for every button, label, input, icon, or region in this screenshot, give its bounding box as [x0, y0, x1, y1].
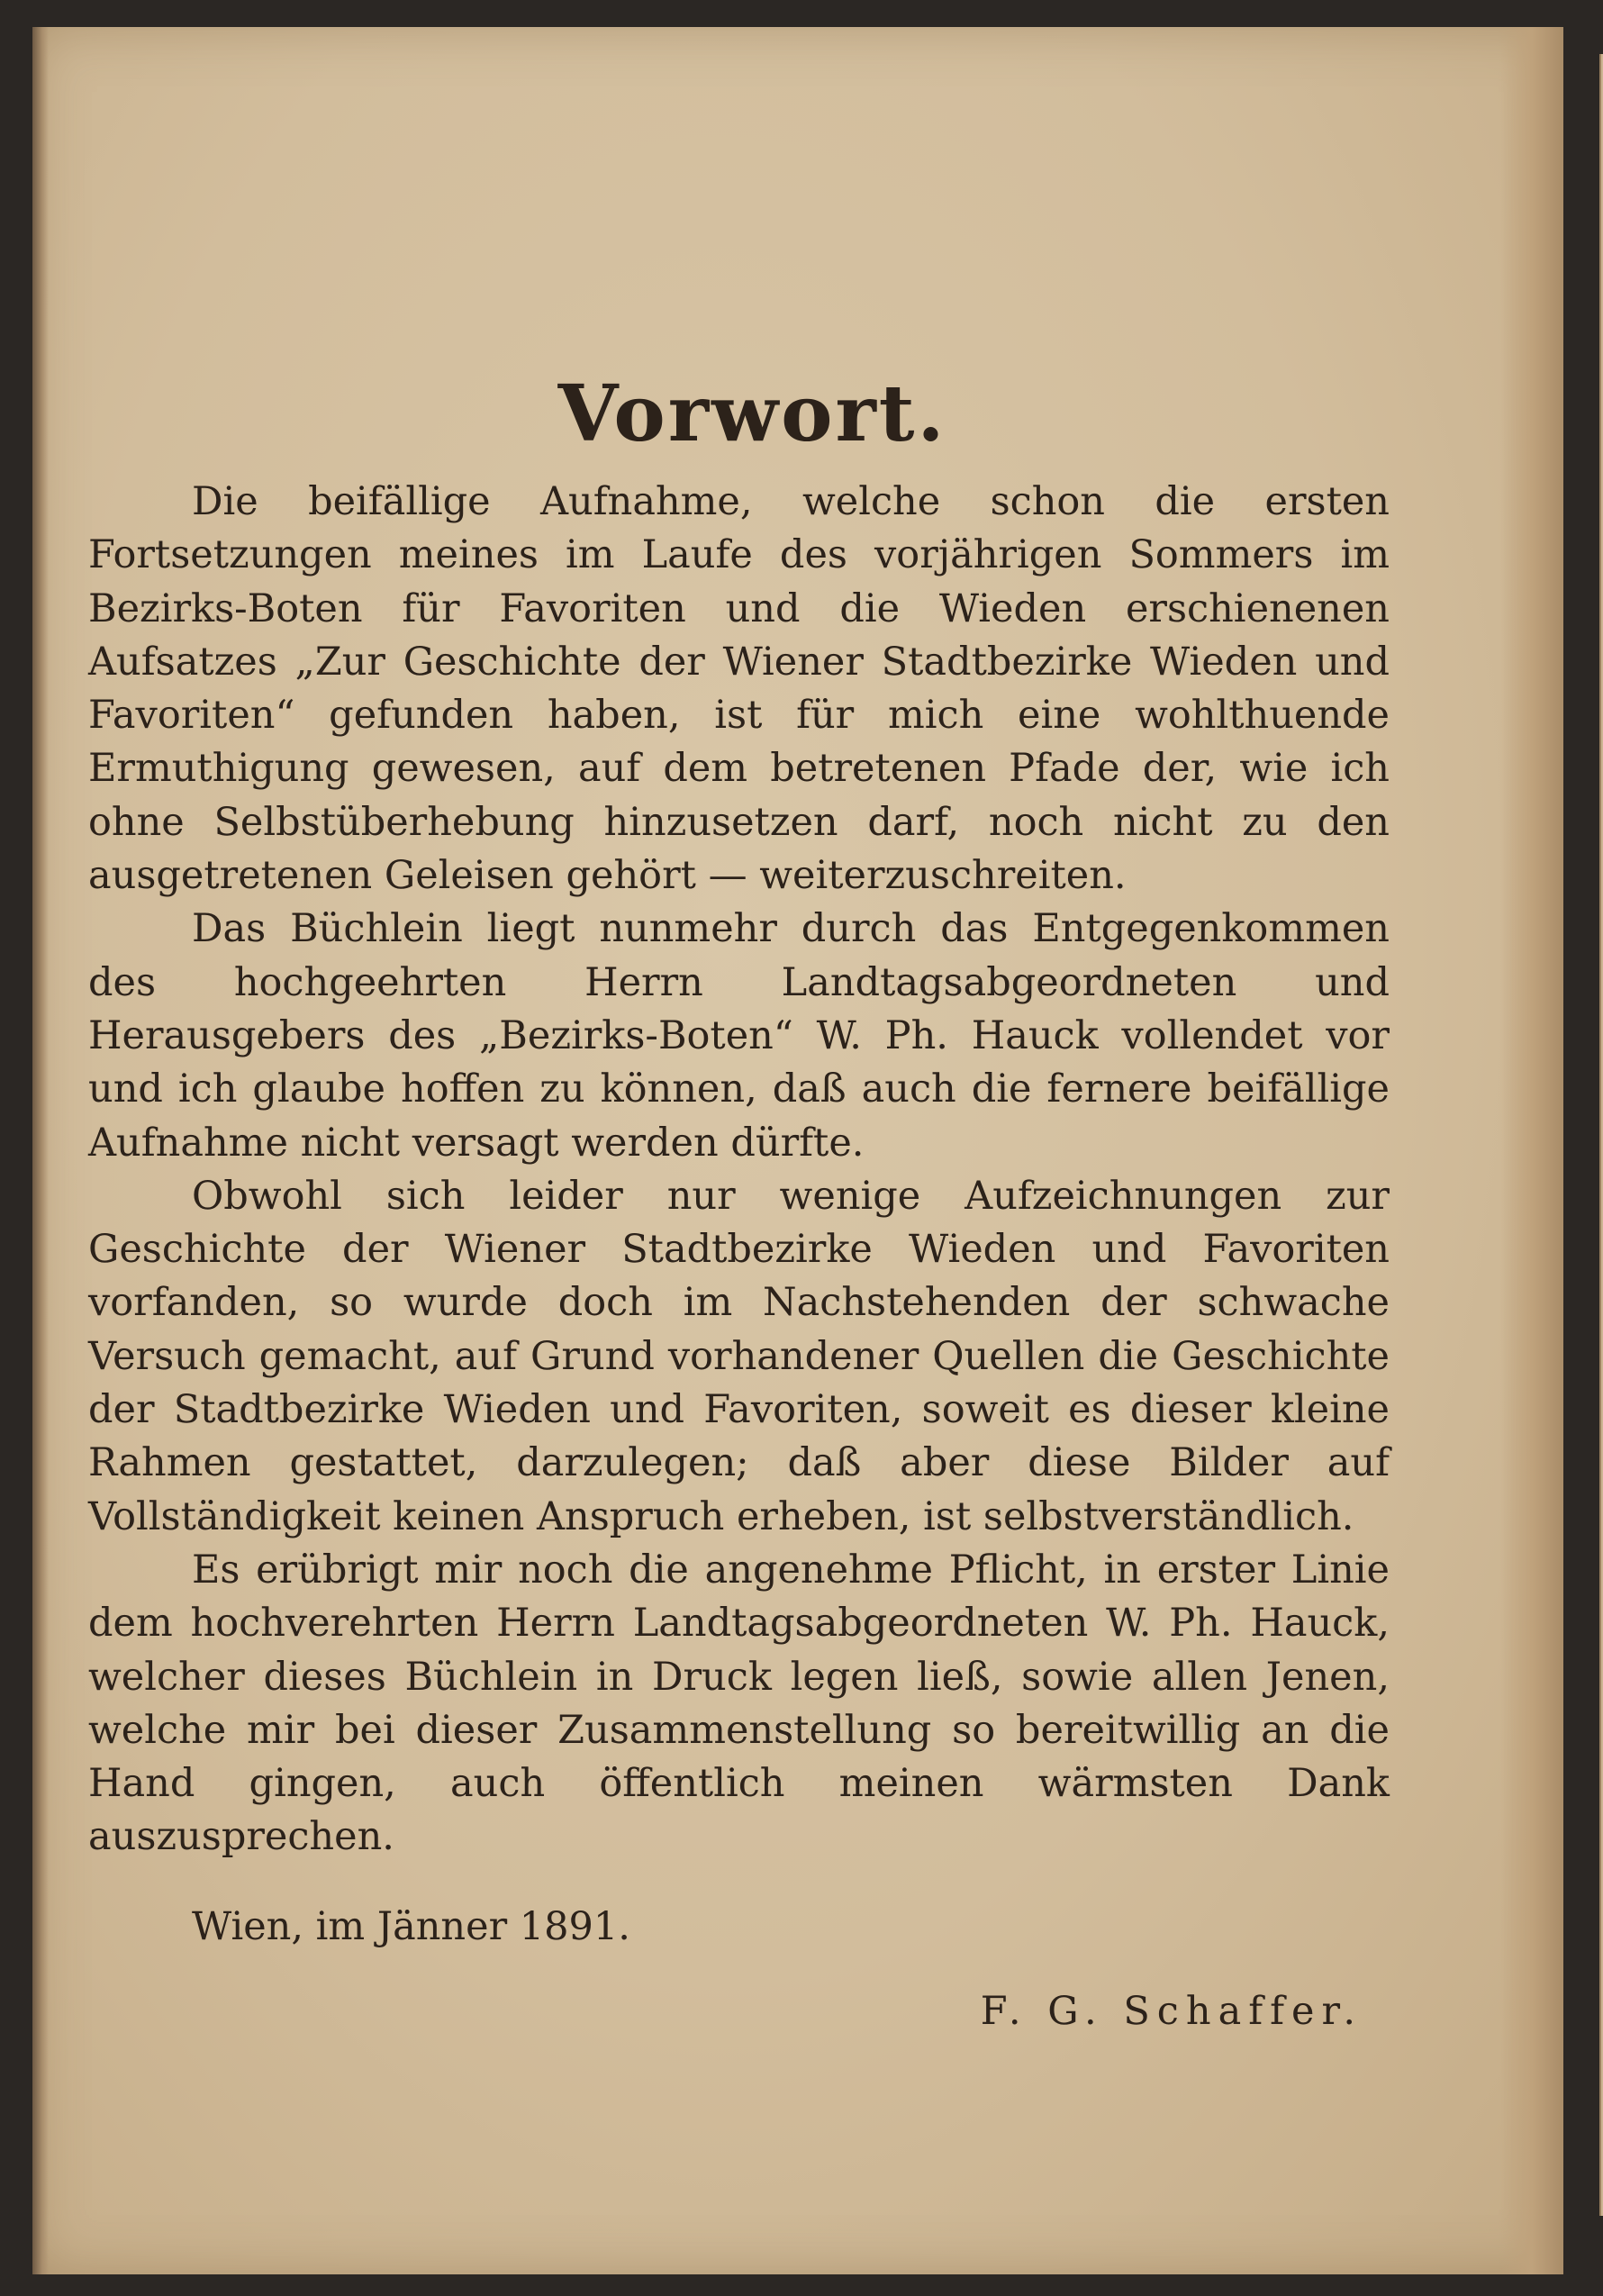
- paragraph-3: Obwohl sich leider nur wenige Aufzeichnungen zur Geschichte der Wiener Stadtbezirke Wieden und Favoriten vorfanden, so wurde doch im Nachstehenden der schwache Versuch gemacht, auf Grund vorhandener Quellen die Geschichte der Stadtbezirke Wieden und Favoriten, soweit es dieser kleine Rahmen gestattet, darzulegen; daß aber diese Bilder auf Vollständigkeit keinen Anspruch erheben, ist selbstverständlich.: [88, 1173, 1390, 1539]
- preface-text: [88, 369, 1390, 2038]
- date-line: Wien, im Jänner 1891.: [192, 1903, 630, 1949]
- book-page: [32, 27, 1563, 2274]
- page-right-edge: [1500, 27, 1563, 2274]
- author-signature: F. G. Schaffer.: [980, 1989, 1363, 2035]
- paragraph-1: Die beifällige Aufnahme, welche schon die ersten Fortsetzungen meines im Laufe des vorjährigen Sommers im Bezirks-Boten für Favoriten und die Wieden erschienenen Aufsatzes „Zur Geschichte der Wiener Stadtbezirke Wieden und Favoriten“ gefunden haben, ist für mich eine wohlthuende Ermuthigung gewesen, auf dem betretenen Pfade der, wie ich ohne Selbstüberhebung hinzusetzen darf, noch nicht zu den ausgetretenen Geleisen gehört — weiterzuschreiten.: [88, 479, 1390, 899]
- paragraph-2: Das Büchlein liegt nunmehr durch das Entgegenkommen des hochgeehrten Herrn Landtagsabgeordneten und Herausgebers des „Bezirks-Boten“ W. Ph. Hauck vollendet vor und ich glaube hoffen zu können, daß auch die fernere beifällige Aufnahme nicht versagt werden dürfte.: [88, 906, 1390, 1166]
- page-left-edge: [32, 27, 49, 2274]
- paragraph-4: Es erübrigt mir noch die angenehme Pflicht, in erster Linie dem hochverehrten Herrn Landtagsabgeordneten W. Ph. Hauck, welcher dieses Büchlein in Druck legen ließ, sowie allen Jenen, welche mir bei dieser Zusammenstellung so bereitwillig an die Hand gingen, auch öffentlich meinen wärmsten Dank auszusprechen.: [88, 1547, 1390, 1860]
- back-cover-edge: [1599, 54, 1603, 2216]
- page-title: Vorwort.: [557, 368, 947, 459]
